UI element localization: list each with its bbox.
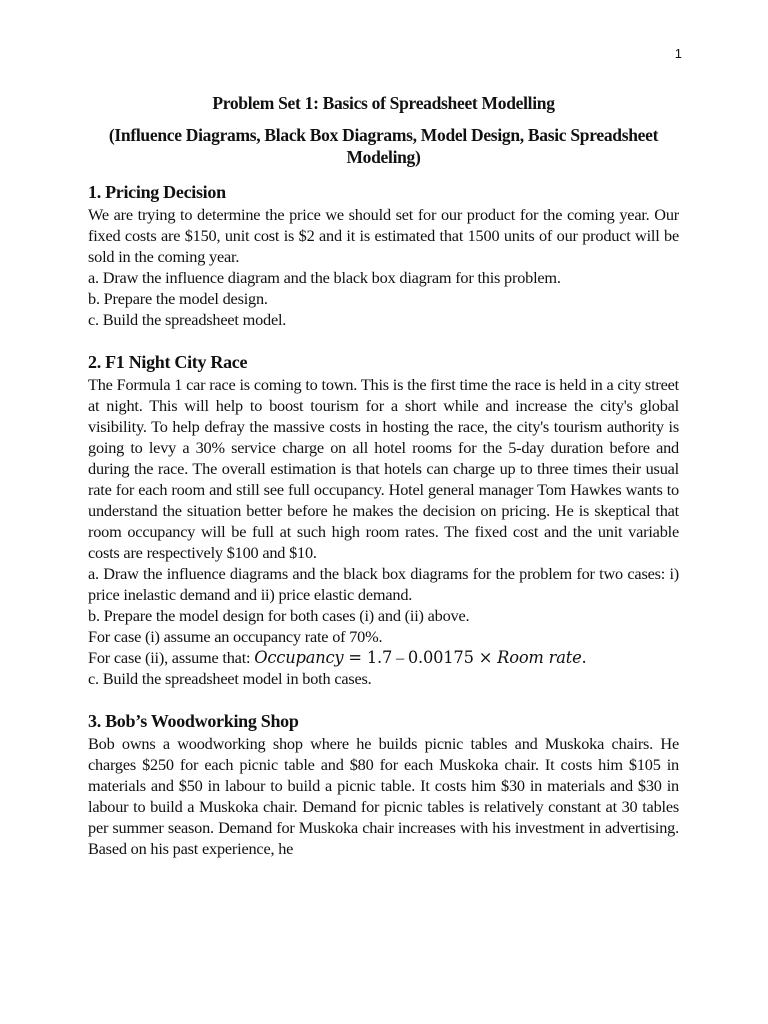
formula-minus: – <box>392 648 408 667</box>
formula-times: × <box>473 648 498 667</box>
formula-room-rate: Room rate <box>497 648 582 667</box>
task-item: For case (i) assume an occupancy rate of 70%. <box>88 627 383 646</box>
formula-coefficient: 0.00175 <box>407 648 474 667</box>
section-heading: 3. Bob’s Woodworking Shop <box>88 711 299 731</box>
task-item: c. Build the spreadsheet model. <box>88 310 287 329</box>
formula-prefix: For case (ii), assume that: <box>88 648 255 667</box>
section-heading: 2. F1 Night City Race <box>88 352 248 372</box>
section-f1-night-city-race <box>88 350 679 689</box>
task-item: a. Draw the influence diagram and the black box diagram for this problem. <box>88 268 561 287</box>
page-number: 1 <box>674 46 682 61</box>
task-item: a. Draw the influence diagrams and the black box diagrams for the problem for two cases: i) price inelastic demand and ii) price elastic demand. <box>88 564 679 604</box>
section-heading: 1. Pricing Decision <box>88 182 226 202</box>
task-item: c. Build the spreadsheet model in both cases. <box>88 669 372 688</box>
section-paragraph: The Formula 1 car race is coming to town. This is the first time the race is held in a city street at night. This will help to boost tourism for a short while and increase the city's global visibility. To help defray the massive costs in hosting the race, the city's tourism authority is going to levy a 30% service charge on all hotel rooms for the 5-day duration before and during the race. The overall estimation is that hotels can charge up to three times their usual rate for each room and still see full occupancy. Hotel general manager Tom Hawkes wants to understand the situation better before he makes the decision on pricing. He is skeptical that room occupancy will be full at such high room rates. The fixed cost and the unit variable costs are respectively $100 and $10. <box>88 375 679 562</box>
formula-constant: 1.7 <box>366 648 393 667</box>
formula-equals: = <box>343 648 367 667</box>
occupancy-formula <box>88 647 679 668</box>
section-paragraph: We are trying to determine the price we should set for our product for the coming year. Our fixed costs are $150, unit cost is $2 and it is estimated that 1500 units of our product will be sold in the coming year. <box>88 205 679 266</box>
document-subtitle: (Influence Diagrams, Black Box Diagrams, Model Design, Basic Spreadsheet Modeling) <box>108 125 659 167</box>
document-title: Problem Set 1: Basics of Spreadsheet Modelling <box>212 93 555 113</box>
section-bobs-woodworking-shop <box>88 709 679 859</box>
task-item: b. Prepare the model design. <box>88 289 268 308</box>
document-body <box>88 92 679 859</box>
task-item: b. Prepare the model design for both cases (i) and (ii) above. <box>88 606 470 625</box>
formula-occupancy: Occupancy <box>254 648 344 667</box>
section-paragraph: Bob owns a woodworking shop where he builds picnic tables and Muskoka chairs. He charges $250 for each picnic table and $80 for each Muskoka chair. It costs him $105 in materials and $50 in labour to build a picnic table. It costs him $30 in materials and $30 in labour to build a Muskoka chair. Demand for picnic tables is relatively constant at 30 tables per summer season. Demand for Muskoka chair increases with his investment in advertising. Based on his past experience, he <box>88 734 679 858</box>
section-pricing-decision <box>88 180 679 330</box>
formula-period: . <box>581 648 587 667</box>
